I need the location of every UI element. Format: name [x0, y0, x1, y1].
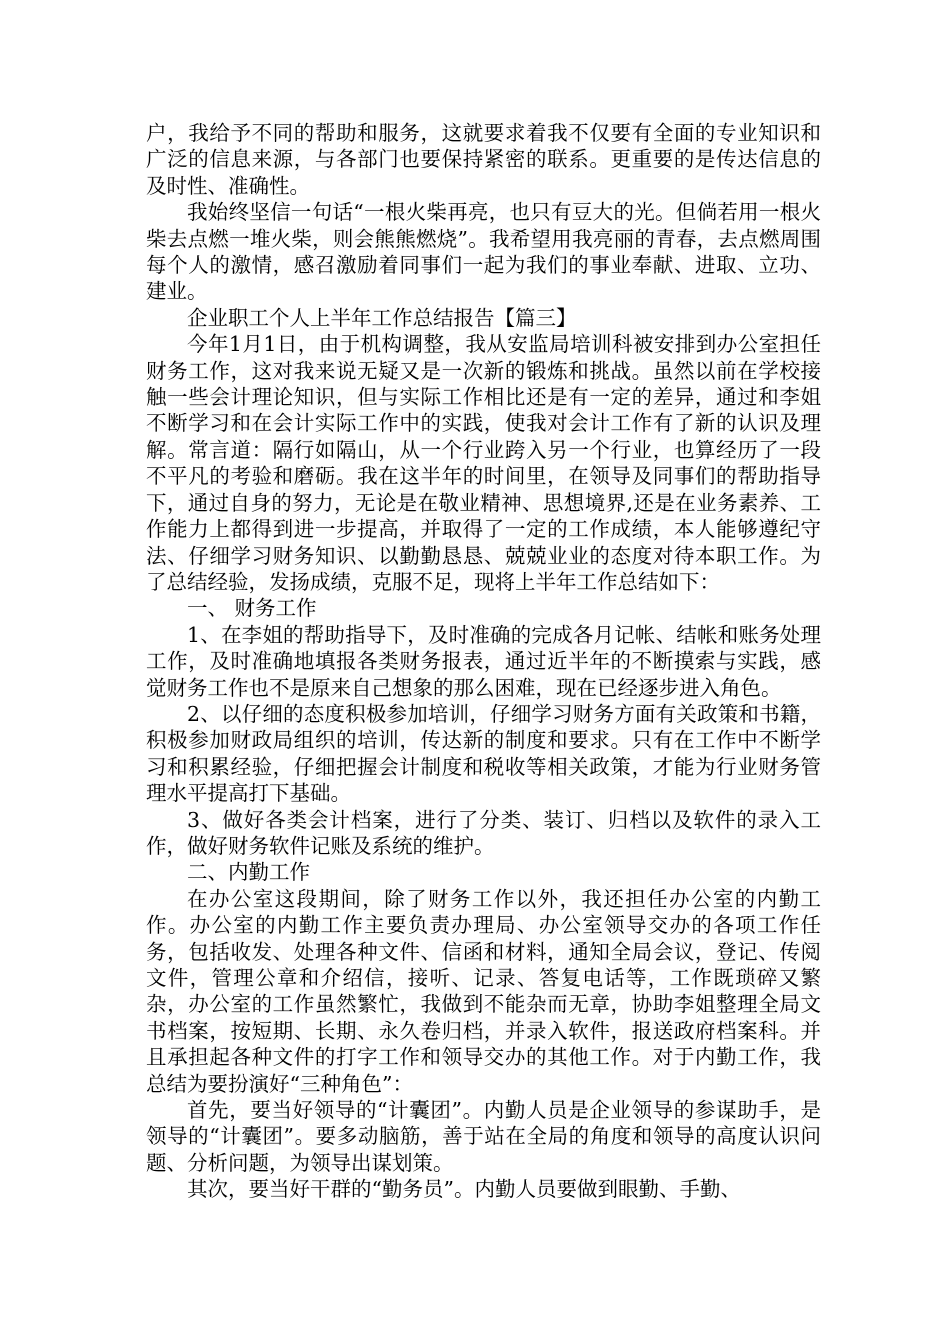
paragraph-finance-item-3: 3、做好各类会计档案，进行了分类、装订、归档以及软件的录入工作，做好财务软件记账及系统的维护。 [146, 807, 821, 858]
paragraph-role-second: 其次，要当好干群的“勤务员”。内勤人员要做到眼勤、手勤、 [187, 1177, 741, 1202]
paragraph-role-first: 首先，要当好领导的“计囊团”。内勤人员是企业领导的参谋助手，是领导的“计囊团”。要多动脑筋，善于站在全局的角度和领导的高度认识问题、分析问题，为领导出谋划策。 [146, 1098, 821, 1175]
paragraph-office-duties: 在办公室这段期间，除了财务工作以外，我还担任办公室的内勤工作。办公室的内勤工作主要负责办理局、办公室领导交办的各项工作任务，包括收发、处理各种文件、信函和材料，通知全局会议，登记、传阅文件，管理公章和介绍信，接听、记录、答复电话等，工作既琐碎又繁杂，办公室的工作虽然繁忙，我做到不能杂而无章，协助李姐整理全局文书档案，按短期、长期、永久卷归档，并录入软件，报送政府档案科。并且承担起各种文件的打字工作和领导交办的其他工作。对于内勤工作，我总结为要扮演好“三种角色”： [146, 886, 821, 1096]
paragraph-continuation: 户，我给予不同的帮助和服务，这就要求着我不仅要有全面的专业知识和广泛的信息来源，与各部门也要保持紧密的联系。更重要的是传达信息的及时性、准确性。 [146, 121, 821, 198]
section-title-part-three: 企业职工个人上半年工作总结报告【篇三】 [187, 305, 577, 330]
document-page [146, 120, 821, 1203]
paragraph-intro: 今年1月1日，由于机构调整，我从安监局培训科被安排到办公室担任财务工作，这对我来说无疑又是一次新的锻炼和挑战。虽然以前在学校接触一些会计理论知识，但与实际工作相比还是有一定的差异，通过和李姐不断学习和在会计实际工作中的实践，使我对会计工作有了新的认识及理解。常言道：隔行如隔山，从一个行业跨入另一个行业，也算经历了一段不平凡的考验和磨砺。我在这半年的时间里，在领导及同事们的帮助指导下，通过自身的努力，无论是在敬业精神、思想境界,还是在业务素养、工作能力上都得到进一步提高，并取得了一定的工作成绩，本人能够遵纪守法、仔细学习财务知识、以勤勤恳恳、兢兢业业的态度对待本职工作。为了总结经验，发扬成绩，克服不足，现将上半年工作总结如下： [146, 332, 821, 594]
paragraph-match-quote: 我始终坚信一句话“一根火柴再亮，也只有豆大的光。但倘若用一根火柴去点燃一堆火柴，则会熊熊燃烧”。我希望用我亮丽的青春，去点燃周围每个人的激情，感召激励着同事们一起为我们的事业奉献、进取、立功、建业。 [146, 200, 821, 304]
heading-finance-work: 一、 财务工作 [187, 596, 317, 621]
heading-office-work: 二、内勤工作 [187, 860, 310, 885]
paragraph-finance-item-1: 1、在李姐的帮助指导下，及时准确的完成各月记帐、结帐和账务处理工作，及时准确地填报各类财务报表，通过近半年的不断摸索与实践，感觉财务工作也不是原来自己想象的那么困难，现在已经逐步进入角色。 [146, 622, 821, 700]
paragraph-finance-item-2: 2、以仔细的态度积极参加培训，仔细学习财务方面有关政策和书籍，积极参加财政局组织的培训，传达新的制度和要求。只有在工作中不断学习和积累经验，仔细把握会计制度和税收等相关政策，才能为行业财务管理水平提高打下基础。 [146, 701, 821, 806]
